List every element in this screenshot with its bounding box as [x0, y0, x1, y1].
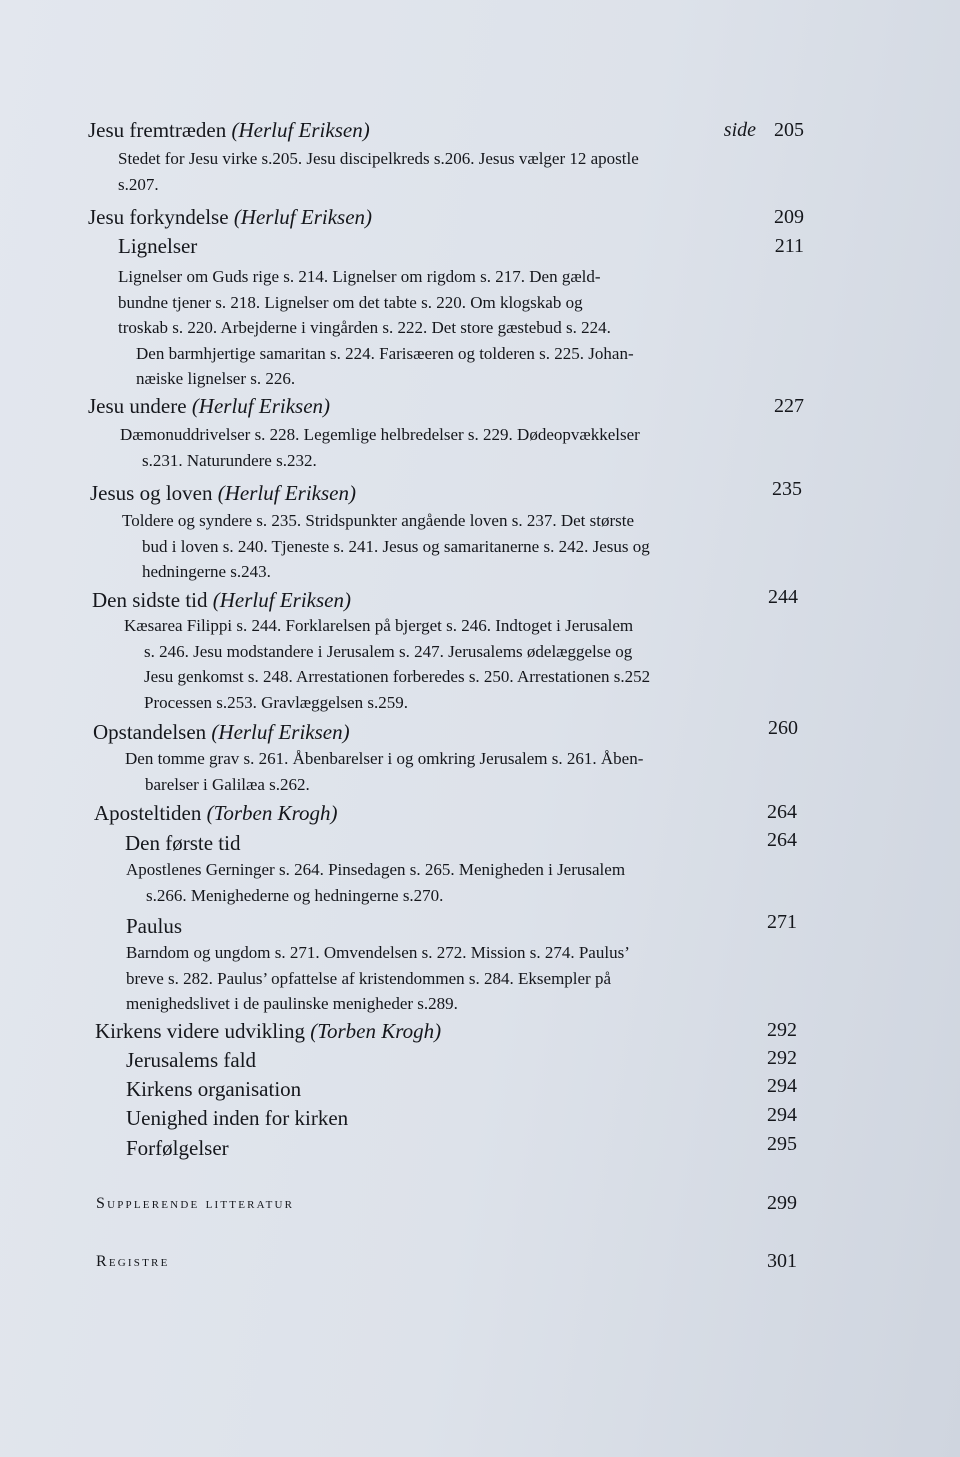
toc-description	[126, 940, 746, 1017]
toc-heading	[88, 205, 372, 230]
desc-line: s.266. Menighederne og hedningerne s.270.	[146, 885, 444, 905]
desc-line: Kæsarea Filippi s. 244. Forklarelsen på bjerget s. 246. Indtoget i Jerusalem	[124, 616, 634, 635]
toc-page-number: 294	[767, 1075, 797, 1097]
toc-title: Kirkens organisation	[126, 1077, 302, 1101]
desc-line: Den barmhjertige samaritan s. 224. Farisæeren og tolderen s. 225. Johan-	[136, 343, 634, 363]
toc-author: (Torben Krogh)	[310, 1019, 442, 1043]
toc-page-number: 235	[772, 478, 802, 500]
toc-heading	[88, 394, 330, 419]
desc-line: Lignelser om Guds rige s. 214. Lignelser om rigdom s. 217. Den gæld-	[118, 267, 601, 286]
toc-title: Kirkens videre udvikling	[95, 1019, 305, 1043]
side-label: side	[723, 119, 756, 141]
desc-line: Jesu genkomst s. 248. Arrestationen forberedes s. 250. Arrestationen s.252	[144, 667, 651, 686]
toc-title: Den sidste tid	[92, 588, 208, 612]
toc-heading	[126, 1106, 348, 1131]
toc-heading	[93, 720, 350, 745]
toc-page-number	[724, 119, 804, 142]
toc-heading	[95, 1019, 441, 1044]
desc-line: Processen s.253. Gravlæggelsen s.259.	[144, 692, 408, 712]
toc-description	[124, 613, 750, 715]
desc-line: hedningerne s.243.	[142, 562, 271, 581]
desc-line: Toldere og syndere s. 235. Stridspunkter angående loven s. 237. Det største	[122, 511, 635, 530]
toc-title: Opstandelsen	[93, 720, 207, 744]
desc-line: troskab s. 220. Arbejderne i vingården s. 222. Det store gæstebud s. 224.	[118, 318, 611, 337]
desc-line: bundne tjener s. 218. Lignelser om det tabte s. 220. Om klogskab og	[118, 292, 583, 312]
toc-title: Uenighed inden for kirken	[126, 1106, 349, 1130]
toc-author: (Herluf Eriksen)	[231, 118, 370, 142]
toc-title: Jesu undere	[88, 394, 187, 418]
desc-line: s.231. Naturundere s.232.	[142, 450, 317, 470]
desc-line: bud i loven s. 240. Tjeneste s. 241. Jesus og samaritanerne s. 242. Jesus og	[142, 536, 650, 556]
toc-page-number: 295	[767, 1133, 797, 1155]
desc-line: Den tomme grav s. 261. Åbenbarelser i og omkring Jerusalem s. 261. Åben-	[125, 749, 644, 768]
toc-page-number: 264	[767, 829, 797, 851]
toc-heading	[126, 914, 182, 939]
toc-title: Jesu forkyndelse	[88, 205, 229, 229]
toc-title: Paulus	[126, 914, 183, 938]
toc-heading	[94, 801, 337, 826]
toc-page-number: 264	[767, 801, 797, 823]
toc-page-number: 227	[774, 395, 804, 417]
toc-heading	[88, 118, 370, 143]
toc-description	[122, 508, 758, 585]
page-num: 205	[774, 119, 804, 141]
toc-heading	[126, 1077, 301, 1102]
toc-page-number: 301	[767, 1250, 797, 1272]
toc-heading	[92, 588, 351, 613]
desc-line: barelser i Galilæa s.262.	[145, 774, 310, 794]
toc-title: Forfølgelser	[126, 1136, 229, 1160]
toc-page-number: 294	[767, 1104, 797, 1126]
appendix-title: Supplerende litteratur	[96, 1195, 295, 1212]
desc-line: Apostlenes Gerninger s. 264. Pinsedagen s. 265. Menigheden i Jerusalem	[126, 860, 626, 879]
desc-line: Barndom og ungdom s. 271. Omvendelsen s. 272. Mission s. 274. Paulus’	[126, 943, 630, 962]
toc-description	[125, 746, 751, 797]
toc-description	[118, 146, 754, 197]
toc-page-number: 244	[768, 586, 798, 608]
toc-heading	[90, 481, 356, 506]
toc-heading	[126, 1048, 256, 1073]
toc-heading	[125, 831, 240, 856]
toc-description	[126, 857, 746, 908]
desc-line: s.207.	[118, 174, 159, 194]
appendix-title: Registre	[96, 1253, 170, 1270]
desc-line: menighedslivet i de paulinske menigheder s.289.	[126, 994, 458, 1013]
toc-title: Jesu fremtræden	[88, 118, 227, 142]
toc-author: (Herluf Eriksen)	[217, 481, 356, 505]
toc-page-number: 260	[768, 717, 798, 739]
desc-line: Stedet for Jesu virke s.205. Jesu discipelkreds s.206. Jesus vælger 12 apostle	[118, 149, 639, 168]
toc-page-number: 271	[767, 911, 797, 933]
toc-description	[120, 422, 756, 473]
toc-title: Lignelser	[118, 234, 198, 258]
toc-page-number: 299	[767, 1192, 797, 1214]
toc-title: Jesus og loven	[90, 481, 213, 505]
toc-page-number: 292	[767, 1047, 797, 1069]
toc-title: Aposteltiden	[94, 801, 202, 825]
toc-page-number: 209	[774, 206, 804, 228]
desc-line: næiske lignelser s. 226.	[136, 369, 296, 388]
toc-title: Jerusalems fald	[126, 1048, 257, 1072]
toc-author: (Herluf Eriksen)	[212, 588, 351, 612]
toc-author: (Herluf Eriksen)	[191, 394, 331, 418]
toc-heading	[126, 1136, 229, 1161]
toc-page-number: 292	[767, 1019, 797, 1041]
desc-line: breve s. 282. Paulus’ opfattelse af kristendommen s. 284. Eksempler på	[126, 968, 612, 988]
desc-line: Dæmonuddrivelser s. 228. Legemlige helbredelser s. 229. Dødeopvækkelser	[120, 425, 640, 444]
toc-author: (Herluf Eriksen)	[233, 205, 373, 229]
toc-author: (Herluf Eriksen)	[211, 720, 350, 744]
toc-heading	[118, 234, 197, 259]
desc-line: s. 246. Jesu modstandere i Jerusalem s. 247. Jerusalems ødelæggelse og	[144, 641, 633, 661]
toc-description	[118, 264, 754, 392]
toc-author: (Torben Krogh)	[206, 801, 338, 825]
toc-title: Den første tid	[125, 831, 241, 855]
toc-page-number: 211	[774, 235, 804, 257]
